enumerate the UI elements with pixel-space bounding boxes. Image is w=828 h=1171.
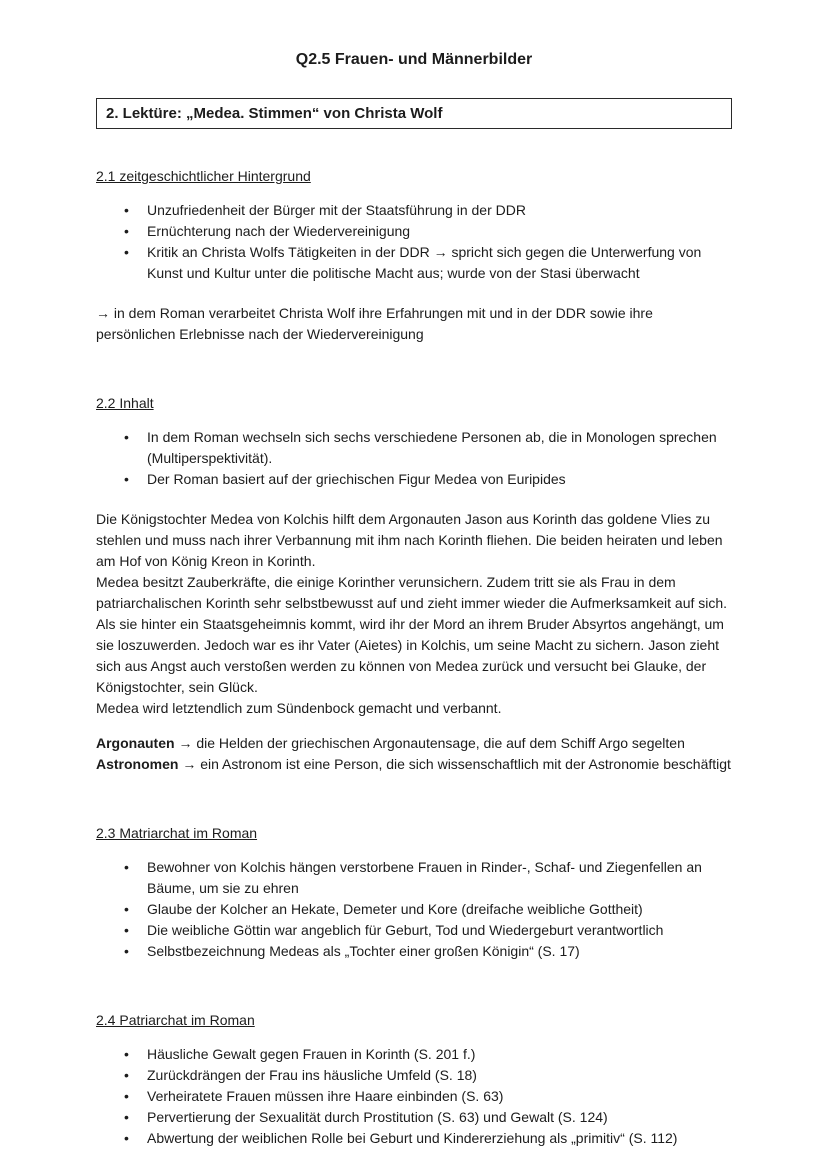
definition-term: Argonauten — [96, 735, 175, 751]
bullet-item: • In dem Roman wechseln sich sechs verschiedene Personen ab, die in Monologen sprechen (Multiperspektivität). — [96, 427, 732, 469]
bullet-item: • Zurückdrängen der Frau ins häusliche Umfeld (S. 18) — [96, 1065, 732, 1086]
definition-term: Astronomen — [96, 756, 179, 772]
bullet-list-2-3 — [96, 857, 732, 962]
synopsis-paragraph: Medea besitzt Zauberkräfte, die einige Korinther verunsichern. Zudem tritt sie als Frau in dem patriarchalischen Korinth sehr selbstbewusst auf und zieht immer wieder die Aufmerksamkeit auf sich. Als sie hinter ein Staatsgeheimnis kommt, wird ihr der Mord an ihrem Bruder Absyrtos angehängt, um sie loszuwerden. Jedoch war es ihr Vater (Aietes) in Kolchis, um seine Macht zu sichern. Jason zieht sich aus Angst auch verstoßen werden zu können von Medea zurück und versucht bei Glauke, der Königstochter, sein Glück. — [96, 574, 728, 695]
definitions-block — [96, 733, 732, 775]
page-title: Q2.5 Frauen- und Männerbilder — [295, 51, 533, 68]
arrow-note: → in dem Roman verarbeitet Christa Wolf ihre Erfahrungen mit und in der DDR sowie ihre persönlichen Erlebnisse nach der Wiedervereinigung — [96, 305, 653, 342]
bullet-item: • Glaube der Kolcher an Hekate, Demeter und Kore (dreifache weibliche Gottheit) — [96, 899, 732, 920]
bullet-item: • Abwertung der weiblichen Rolle bei Geburt und Kindererziehung als „primitiv“ (S. 112) — [96, 1128, 732, 1149]
section-2-2-heading: 2.2 Inhalt — [96, 395, 154, 411]
definition-argonauten — [96, 733, 732, 754]
bullet-item: • Selbstbezeichnung Medeas als „Tochter einer großen Königin“ (S. 17) — [96, 941, 732, 962]
section-2-3-heading: 2.3 Matriarchat im Roman — [96, 825, 258, 841]
synopsis-block — [96, 509, 732, 719]
bullet-item: • Kritik an Christa Wolfs Tätigkeiten in der DDR → spricht sich gegen die Unterwerfung von Kunst und Kultur unter die politische Macht aus; wurde von der Stasi überwacht — [96, 242, 732, 284]
bullet-item: • Verheiratete Frauen müssen ihre Haare einbinden (S. 63) — [96, 1086, 732, 1107]
definition-text: die Helden der griechischen Argonautensage, die auf dem Schiff Argo segelten — [196, 735, 685, 751]
bullet-list-2-4 — [96, 1044, 732, 1149]
bullet-item: • Pervertierung der Sexualität durch Prostitution (S. 63) und Gewalt (S. 124) — [96, 1107, 732, 1128]
arrow-glyph: → — [182, 756, 197, 772]
section-2-4-heading: 2.4 Patriarchat im Roman — [96, 1012, 255, 1028]
definition-astronomen — [96, 754, 732, 775]
bullet-item: • Die weibliche Göttin war angeblich für Geburt, Tod und Wiedergeburt verantwortlich — [96, 920, 732, 941]
bullet-item: • Unzufriedenheit der Bürger mit der Staatsführung in der DDR — [96, 200, 732, 221]
synopsis-paragraph: Die Königstochter Medea von Kolchis hilft dem Argonauten Jason aus Korinth das goldene Vlies zu stehlen und muss nach ihrer Verbannung mit ihm nach Korinth fliehen. Die beiden heiraten und leben am Hof von König Kreon in Korinth. — [96, 511, 723, 569]
document-content — [96, 0, 732, 1149]
synopsis-paragraph: Medea wird letztendlich zum Sündenbock gemacht und verbannt. — [96, 700, 502, 716]
bullet-item: • Ernüchterung nach der Wiedervereinigung — [96, 221, 732, 242]
bullet-list-2-1 — [96, 200, 732, 284]
bullet-list-2-2 — [96, 427, 732, 490]
bullet-item: • Häusliche Gewalt gegen Frauen in Korinth (S. 201 f.) — [96, 1044, 732, 1065]
lecture-box-heading: 2. Lektüre: „Medea. Stimmen“ von Christa Wolf — [96, 98, 732, 129]
bullet-item: • Bewohner von Kolchis hängen verstorbene Frauen in Rinder-, Schaf- und Ziegenfellen an Bäume, um sie zu ehren — [96, 857, 732, 899]
bullet-item: • Der Roman basiert auf der griechischen Figur Medea von Euripides — [96, 469, 732, 490]
section-2-1-heading: 2.1 zeitgeschichtlicher Hintergrund — [96, 168, 311, 184]
definition-text: ein Astronom ist eine Person, die sich wissenschaftlich mit der Astronomie beschäftigt — [200, 756, 731, 772]
arrow-glyph: → — [178, 735, 193, 751]
